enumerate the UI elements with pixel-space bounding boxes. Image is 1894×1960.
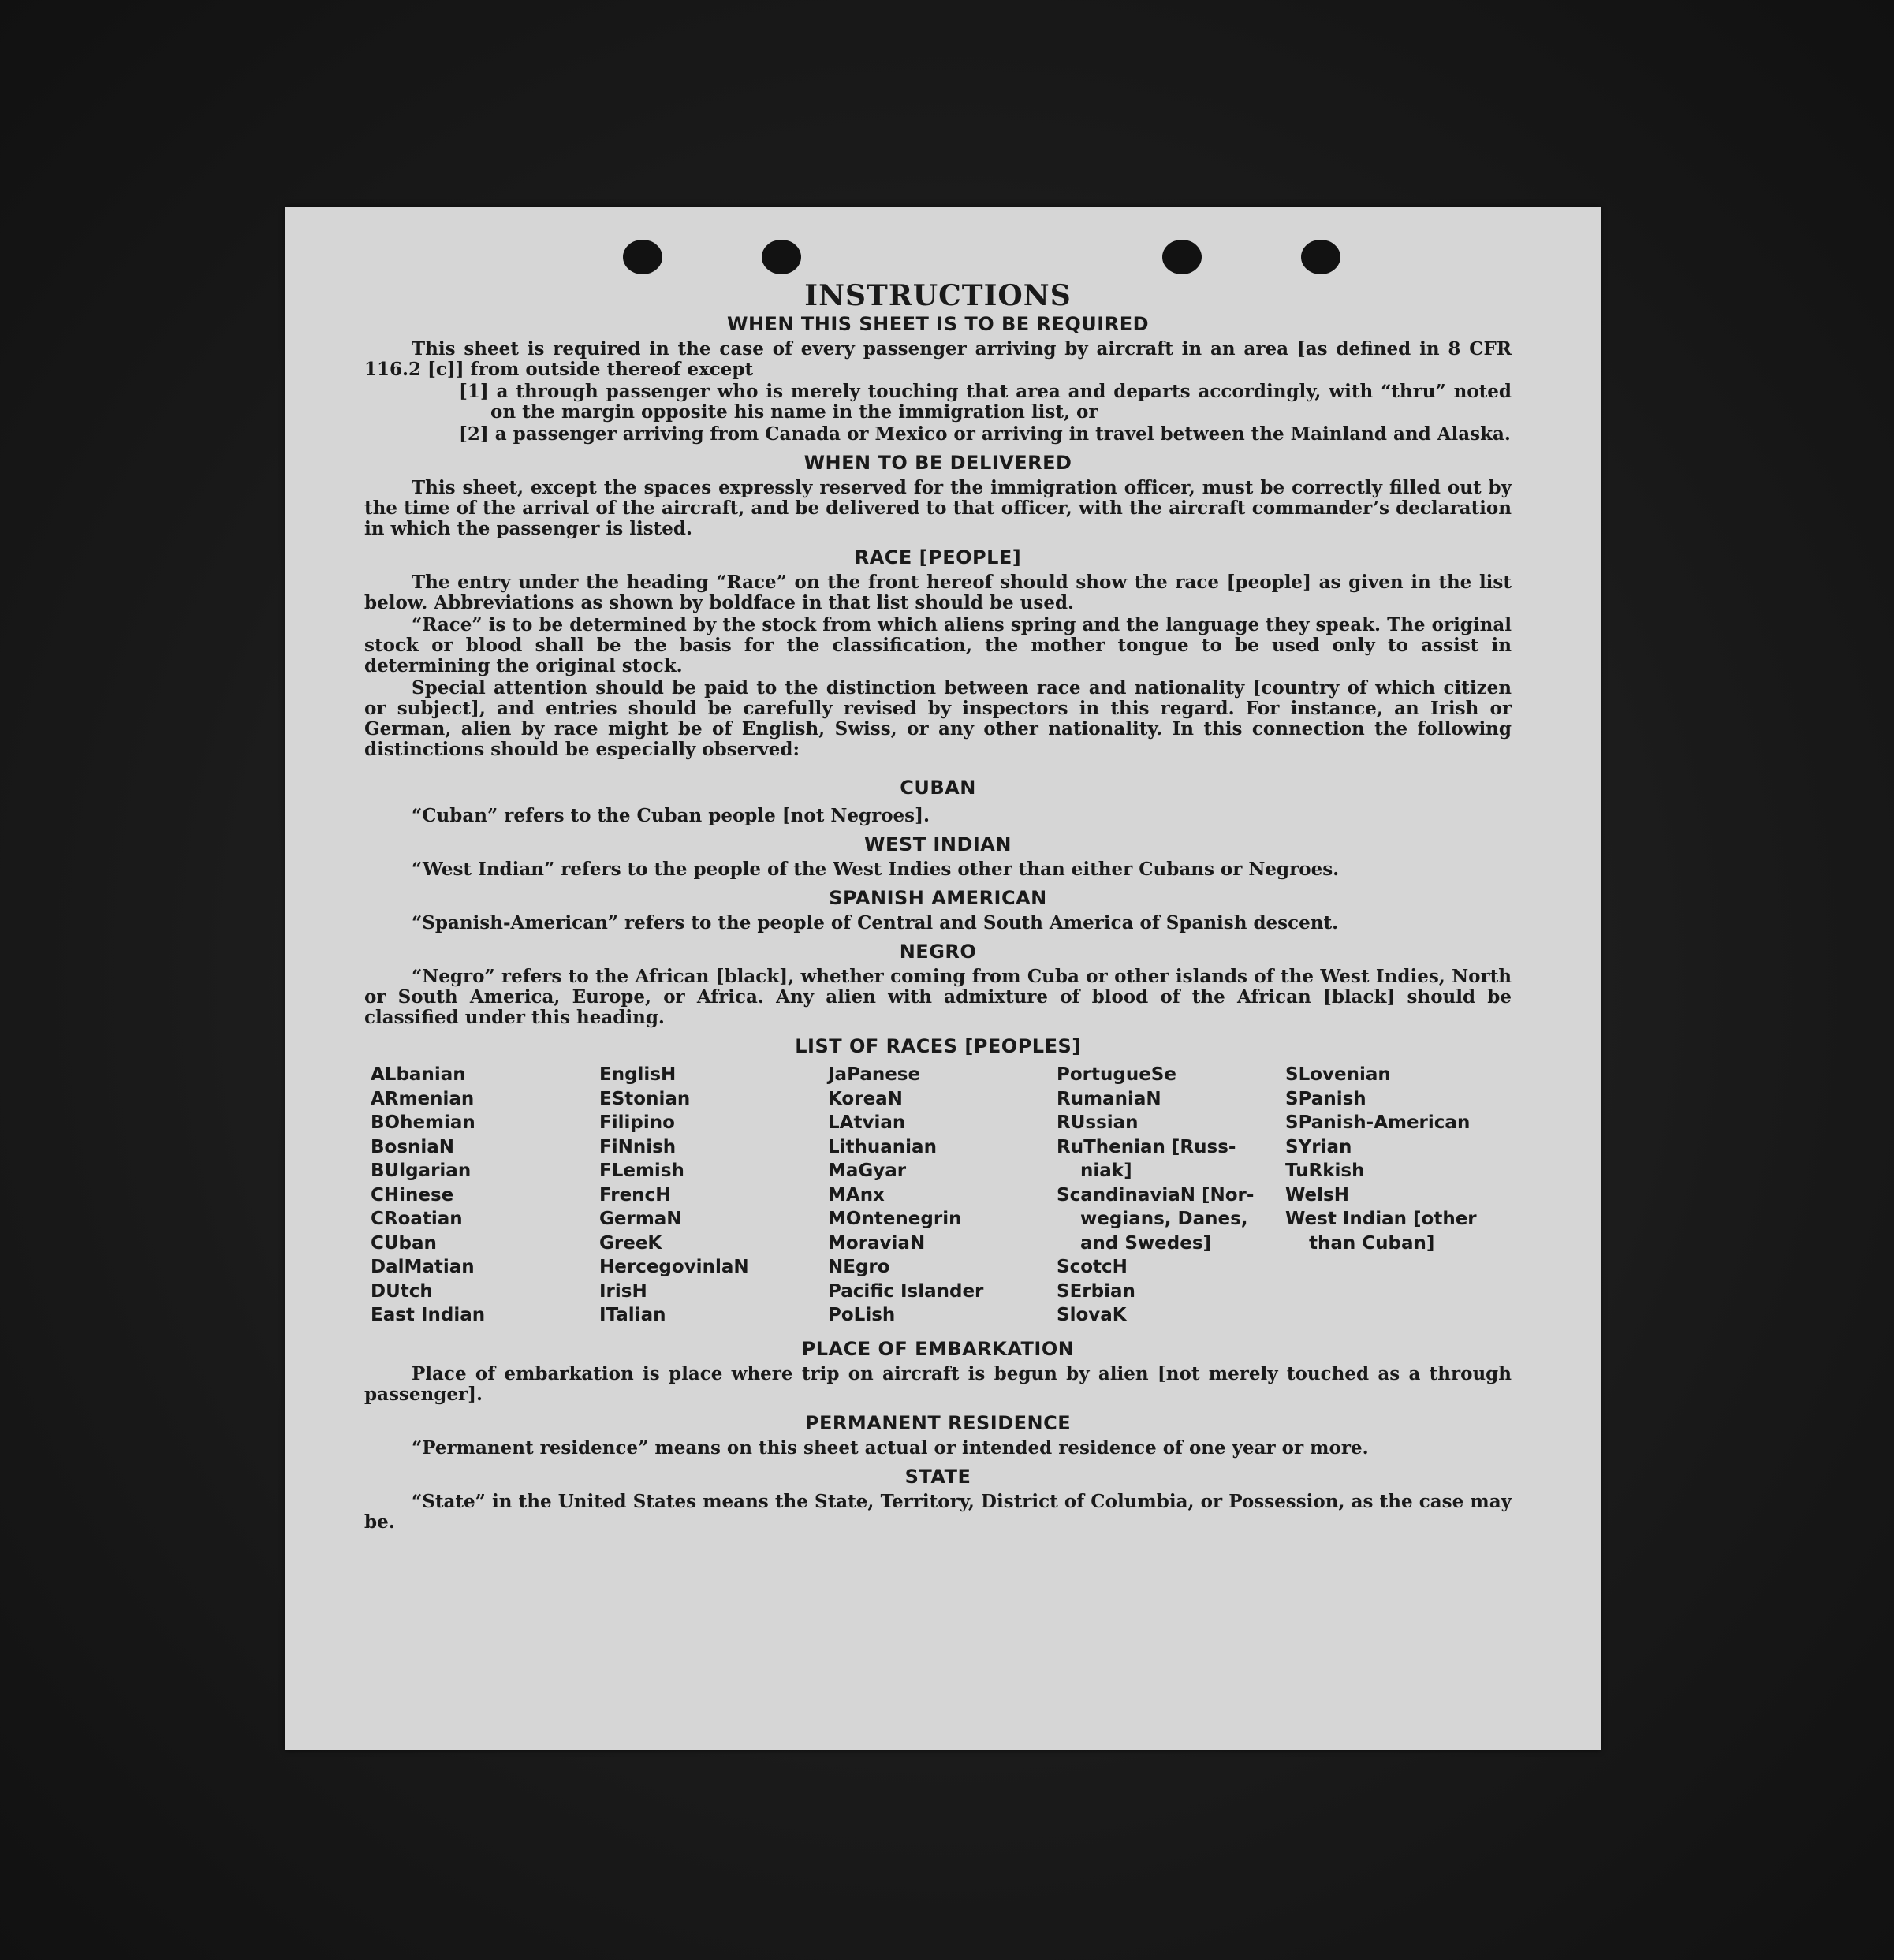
race-entry: DUtch — [371, 1280, 433, 1302]
race-entry: JaPanese — [828, 1064, 921, 1085]
race-entry: FiNnish — [599, 1136, 677, 1157]
heading-delivered: WHEN TO BE DELIVERED — [803, 452, 1072, 474]
heading-negro: NEGRO — [899, 941, 977, 963]
spanish-american-text: “Spanish-American” refers to the people of Central and South America of Spanish descent. — [412, 912, 1339, 933]
race-entry: FLemish — [599, 1161, 684, 1181]
race-entry: CHinese — [371, 1184, 454, 1205]
race-entry: EnglisH — [599, 1064, 677, 1085]
race-entry: BosniaN — [371, 1136, 455, 1157]
races-column-3 — [828, 1063, 1057, 1328]
race-paragraph-1: The entry under the heading “Race” on the front hereof should show the race [people] as given in the list below. Abbreviations as shown by boldface in that list should be used. — [364, 572, 1512, 613]
race-entry: Lithuanian — [828, 1136, 937, 1157]
race-entry: Pacific Islander — [828, 1280, 984, 1302]
race-entry: wegians, Danes, — [1080, 1209, 1248, 1229]
race-entry: GreeK — [599, 1232, 662, 1254]
page-title: INSTRUCTIONS — [804, 279, 1072, 312]
race-entry: FrencH — [599, 1184, 671, 1205]
race-entry: SYrian — [1285, 1136, 1352, 1157]
race-entry: EStonian — [599, 1088, 691, 1109]
races-column-2 — [599, 1063, 828, 1328]
state-text: “State” in the United States means the State, Territory, District of Columbia, or Possession, as the case may be. — [364, 1490, 1512, 1533]
heading-races-list: LIST OF RACES [PEOPLES] — [795, 1035, 1081, 1057]
heading-cuban: CUBAN — [900, 777, 976, 799]
race-entry: CRoatian — [371, 1209, 463, 1229]
delivered-text: This sheet, except the spaces expressly reserved for the immigration officer, must be correctly filled out by the time of the arrival of the aircraft, and be delivered to that officer, with the aircraft commander’s declaration in which the passenger is listed. — [364, 477, 1512, 539]
race-entry: WelsH — [1285, 1184, 1349, 1205]
race-entry: RUssian — [1057, 1112, 1139, 1133]
race-entry: IrisH — [599, 1280, 647, 1302]
race-entry: ScandinaviaN [Nor- — [1057, 1184, 1255, 1205]
race-entry: DalMatian — [371, 1257, 475, 1277]
races-list — [371, 1063, 1512, 1328]
residence-text: “Permanent residence” means on this sheet actual or intended residence of one year or more. — [412, 1436, 1369, 1459]
race-entry: than Cuban] — [1309, 1232, 1435, 1254]
race-entry: SPanish-American — [1285, 1112, 1471, 1133]
race-entry: BUlgarian — [371, 1161, 472, 1181]
race-entry: MOntenegrin — [828, 1209, 962, 1229]
race-entry: niak] — [1080, 1161, 1132, 1181]
race-entry: MaGyar — [828, 1161, 907, 1181]
race-entry: West Indian [other — [1285, 1209, 1477, 1229]
race-entry: SlovaK — [1057, 1305, 1127, 1325]
race-entry: RuThenian [Russ- — [1057, 1136, 1236, 1157]
cuban-text: “Cuban” refers to the Cuban people [not Negroes]. — [412, 805, 930, 826]
punch-hole-4 — [1301, 240, 1340, 274]
instruction-sheet — [285, 207, 1601, 1750]
race-entry: NEgro — [828, 1257, 890, 1277]
race-entry: Filipino — [599, 1112, 675, 1133]
punch-hole-1 — [623, 240, 662, 274]
negro-text: “Negro” refers to the African [black], whether coming from Cuba or other islands of the West Indies, North or South America, Europe, or Africa. Any alien with admixture of blood of the African [black] should be classified under this heading. — [364, 966, 1512, 1028]
race-entry: SErbian — [1057, 1280, 1135, 1302]
race-entry: RumaniaN — [1057, 1088, 1161, 1109]
race-entry: ScotcH — [1057, 1257, 1128, 1277]
required-item-1: [1] a through passenger who is merely touching that area and departs accordingly, with “thru” noted on the margin opposite his name in the immigration list, or — [459, 381, 1512, 423]
heading-required: WHEN THIS SHEET IS TO BE REQUIRED — [726, 313, 1150, 335]
heading-state: STATE — [904, 1465, 971, 1488]
race-entry: KoreaN — [828, 1088, 903, 1109]
races-column-4 — [1057, 1063, 1285, 1328]
race-entry: MoraviaN — [828, 1232, 926, 1254]
embarkation-text: Place of embarkation is place where trip on aircraft is begun by alien [not merely touched as a through passenger]. — [364, 1362, 1512, 1405]
races-column-5 — [1285, 1063, 1522, 1328]
heading-embarkation: PLACE OF EMBARKATION — [801, 1337, 1075, 1360]
heading-race: RACE [PEOPLE] — [854, 546, 1022, 568]
race-entry: TuRkish — [1285, 1161, 1365, 1181]
race-entry: HercegovinlaN — [599, 1257, 749, 1277]
race-entry: PoLish — [828, 1305, 896, 1325]
sheet-content — [364, 279, 1512, 1534]
race-entry: CUban — [371, 1232, 437, 1254]
race-entry: GermaN — [599, 1209, 682, 1229]
required-intro: This sheet is required in the case of every passenger arriving by aircraft in an area [as defined in 8 CFR 116.2 [c]] from outside thereof except — [364, 338, 1512, 380]
heading-residence: PERMANENT RESIDENCE — [804, 1411, 1072, 1434]
race-entry: LAtvian — [828, 1112, 906, 1133]
race-entry: ARmenian — [371, 1088, 475, 1109]
races-column-1 — [371, 1063, 599, 1328]
punch-hole-3 — [1162, 240, 1202, 274]
required-item-2: [2] a passenger arriving from Canada or Mexico or arriving in travel between the Mainland and Alaska. — [459, 423, 1511, 445]
race-entry: BOhemian — [371, 1112, 475, 1133]
race-entry: MAnx — [828, 1184, 885, 1205]
race-entry: ALbanian — [371, 1064, 466, 1085]
race-entry: SPanish — [1285, 1088, 1366, 1109]
race-entry: and Swedes] — [1080, 1232, 1212, 1254]
west-indian-text: “West Indian” refers to the people of the West Indies other than either Cubans or Negroes. — [412, 859, 1340, 880]
race-paragraph-3: Special attention should be paid to the distinction between race and nationality [country of which citizen or subject], and entries should be carefully revised by inspectors in this regard. For instance, an Irish or German, alien by race might be of English, Swiss, or any other nationality. In this connection the following distinctions should be especially observed: — [364, 677, 1512, 760]
race-entry: SLovenian — [1285, 1064, 1391, 1085]
race-paragraph-2: “Race” is to be determined by the stock from which aliens spring and the language they speak. The original stock or blood shall be the basis for the classification, the mother tongue to be used only to assist in determining the original stock. — [364, 614, 1512, 676]
heading-west-indian: WEST INDIAN — [864, 833, 1012, 855]
race-entry: PortugueSe — [1057, 1064, 1176, 1085]
heading-spanish-american: SPANISH AMERICAN — [829, 887, 1047, 909]
race-entry: East Indian — [371, 1305, 486, 1325]
race-entry: ITalian — [599, 1305, 666, 1325]
punch-hole-2 — [762, 240, 801, 274]
